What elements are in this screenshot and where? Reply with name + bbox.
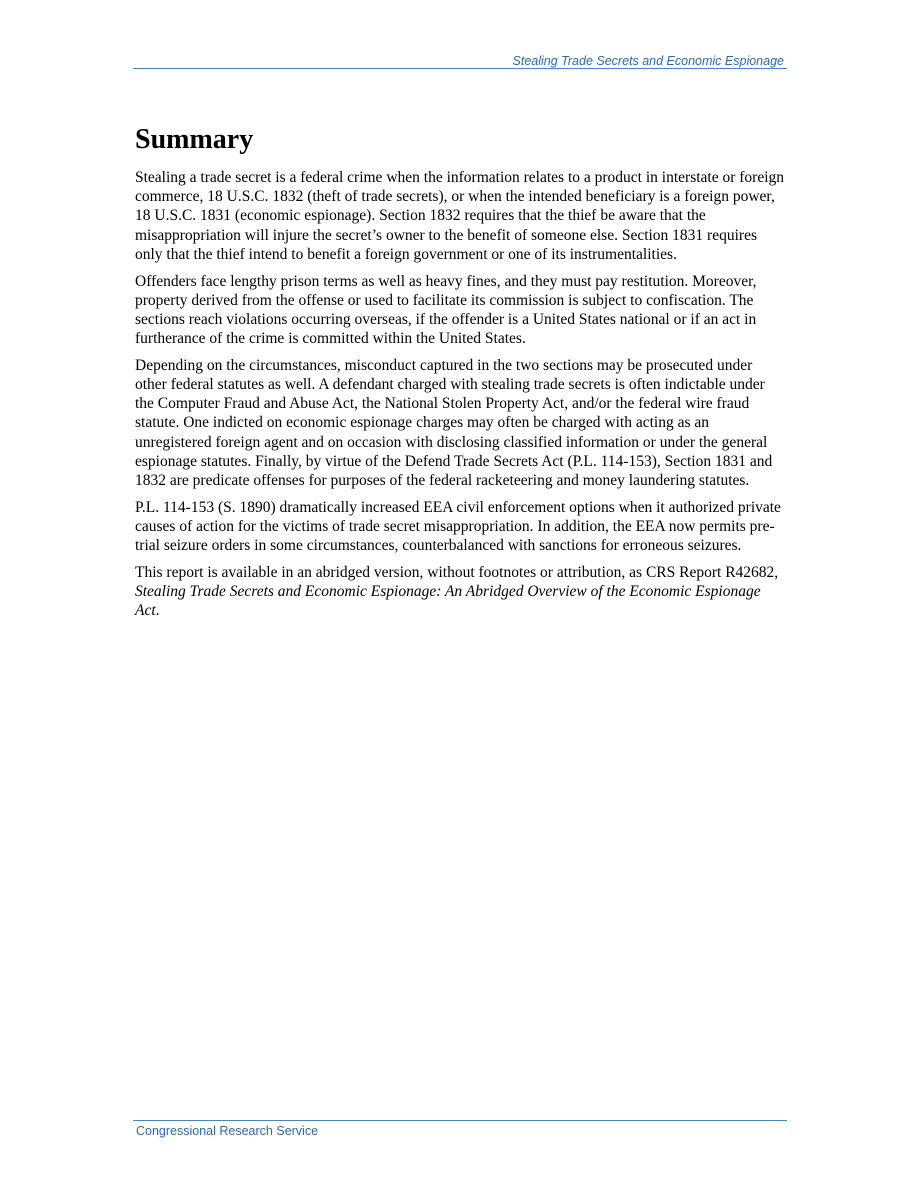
summary-paragraph-5 xyxy=(135,563,787,621)
summary-paragraph-3: Depending on the circumstances, misconduct captured in the two sections may be prosecuted under other federal statutes as well. A defendant charged with stealing trade secrets is often indictable under the Computer Fraud and Abuse Act, the National Stolen Property Act, and/or the federal wire fraud statute. One indicted on economic espionage charges may often be charged with acting as an unregistered foreign agent and on occasion with disclosing classified information or under the general espionage statutes. Finally, by virtue of the Defend Trade Secrets Act (P.L. 114-153), Section 1831 and 1832 are predicate offenses for purposes of the federal racketeering and money laundering statutes. xyxy=(135,356,773,490)
running-footer xyxy=(133,1120,787,1138)
report-reference-lead: This report is available in an abridged version, without footnotes or attribution, as CRS Report R42682, xyxy=(135,563,779,581)
running-header-title: Stealing Trade Secrets and Economic Espionage xyxy=(512,54,784,68)
summary-paragraph-4: P.L. 114-153 (S. 1890) dramatically increased EEA civil enforcement options when it authorized private causes of action for the victims of trade secret misappropriation. In addition, the EEA now permits pre-trial seizure orders in some circumstances, counterbalanced with sanctions for erroneous seizures. xyxy=(135,498,781,555)
page-title: Summary xyxy=(135,124,254,155)
report-reference-trail: . xyxy=(155,602,160,620)
summary-body xyxy=(135,168,787,628)
summary-paragraph-1: Stealing a trade secret is a federal crime when the information relates to a product in interstate or foreign commerce, 18 U.S.C. 1832 (theft of trade secrets), or when the intended beneficiary is a foreign power, 18 U.S.C. 1831 (economic espionage). Section 1832 requires that the thief be aware that the misappropriation will injure the secret’s owner to the benefit of someone else. Section 1831 requires only that the thief intend to benefit a foreign government or one of its instrumentalities. xyxy=(135,169,785,263)
summary-paragraph-2: Offenders face lengthy prison terms as well as heavy fines, and they must pay restitution. Moreover, property derived from the offense or used to facilitate its commission is subject to confiscation. The sections reach violations occurring overseas, if the offender is a United States national or if an act in furtherance of the crime is committed within the United States. xyxy=(135,272,757,348)
footer-organization: Congressional Research Service xyxy=(136,1124,319,1138)
report-reference-title: Stealing Trade Secrets and Economic Espionage: An Abridged Overview of the Economic Espionage Act xyxy=(135,583,761,620)
running-header xyxy=(133,54,787,69)
